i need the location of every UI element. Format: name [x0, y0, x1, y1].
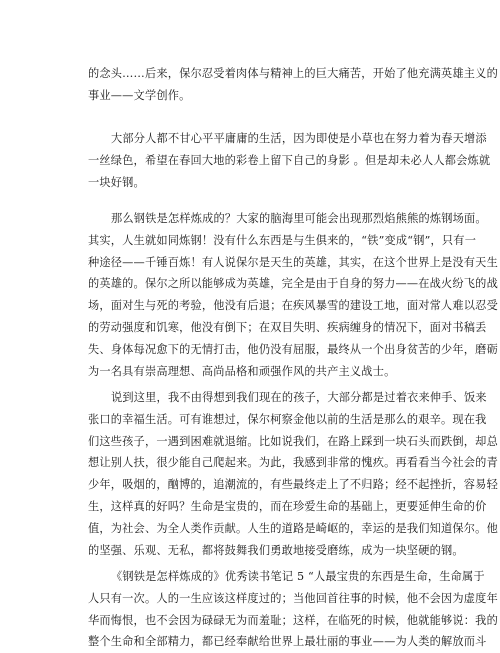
text-line: 说到这里，我不由得想到我们现在的孩子，大部分都是过着衣来伸手、饭来 — [111, 391, 487, 404]
paragraph-1 — [88, 63, 498, 107]
text-line: 为一名具有崇高理想、高尚品格和顽强作风的共产主义战士。 — [88, 364, 396, 378]
text-line: 少年，吸烟的，酗博的，追潮流的，有些最终走上了不归路；经不起挫折，容易轻 — [88, 478, 498, 492]
text-line: 其实，人生就如同炼钢！没有什么东西是与生俱来的，“铁”变成“钢”，只有一 — [88, 233, 477, 247]
text-line: 一块好钢。 — [88, 175, 145, 189]
text-line: 的英雄的。保尔之所以能够成为英雄，完全是由于自身的努力——在战火纷飞的战 — [88, 277, 498, 291]
text-line: 值，为社会、为全人类作贡献。人生的道路是崎岖的，幸运的是我们知道保尔。他 — [88, 521, 498, 535]
text-line: 的劳动强度和饥寒，他没有倒下；在双目失明、疾病缠身的情况下，面对书稿丢 — [88, 320, 487, 334]
text-line: 华而悔恨，也不会因为碌碌无为而羞耻；这样，在临死的时候，他就能够说：我的 — [88, 613, 498, 627]
paragraph-5 — [88, 566, 498, 653]
text-line: 场，面对生与死的考验，他没有后退；在疾风暴雪的建设工地，面对常人难以忍受 — [88, 299, 498, 313]
text-line: 生，这样真的好吗？生命是宝贵的，而在珍爱生命的基础上，更要延伸生命的价 — [88, 499, 487, 513]
text-line: 人只有一次。人的一生应该这样度过的；当他回首往事的时候，他不会因为虚度年 — [88, 591, 498, 605]
text-line: 整个生命和全部精力，都已经奉献给世界上最壮丽的事业——为人类的解放而斗 — [88, 635, 487, 649]
text-line: 们这些孩子，一遇到困难就退缩。比如说我们，在路上踩到一块石头而跌倒，却总 — [88, 434, 498, 448]
text-line: 种途径——千锤百炼！有人说保尔是天生的英雄，其实，在这个世界上是没有天生 — [88, 255, 498, 269]
text-line: 张口的幸福生活。可有谁想过，保尔柯察金他以前的生活是那么的艰辛。现在我 — [88, 412, 487, 426]
text-line: 想让别人扶，很少能自己爬起来。为此，我感到非常的愧疚。再看看当今社会的青 — [88, 456, 498, 470]
text-line: 《钢铁是怎样炼成的》优秀读书笔记 5 “人最宝贵的东西是生命，生命属于 — [111, 570, 485, 583]
text-line: 失、身体每况愈下的无情打击，他仍没有屈服，最终从一个出身贫苦的少年，磨砺 — [88, 342, 498, 356]
text-line: 一丝绿色，希望在春回大地的彩卷上留下自己的身影 。但是却未必人人都会炼就 — [88, 153, 491, 167]
text-line: 事业——文学创作。 — [88, 88, 191, 102]
text-line: 大部分人都不甘心平平庸庸的生活，因为即使是小草也在努力着为春天增添 — [111, 132, 487, 145]
text-line: 那么钢铁是怎样炼成的？大家的脑海里可能会出现那烈焰熊熊的炼钢场面。 — [111, 212, 487, 225]
paragraph-2 — [88, 128, 491, 193]
paragraph-4 — [88, 387, 498, 561]
text-line: 的坚强、乐观、无私，都将鼓舞我们勇敢地接受磨练，成为一块坚硬的钢。 — [88, 543, 464, 557]
text-line: 的念头……后来，保尔忍受着肉体与精神上的巨大痛苦，开始了他充满英雄主义的 — [88, 67, 498, 80]
paragraph-3 — [88, 208, 498, 382]
